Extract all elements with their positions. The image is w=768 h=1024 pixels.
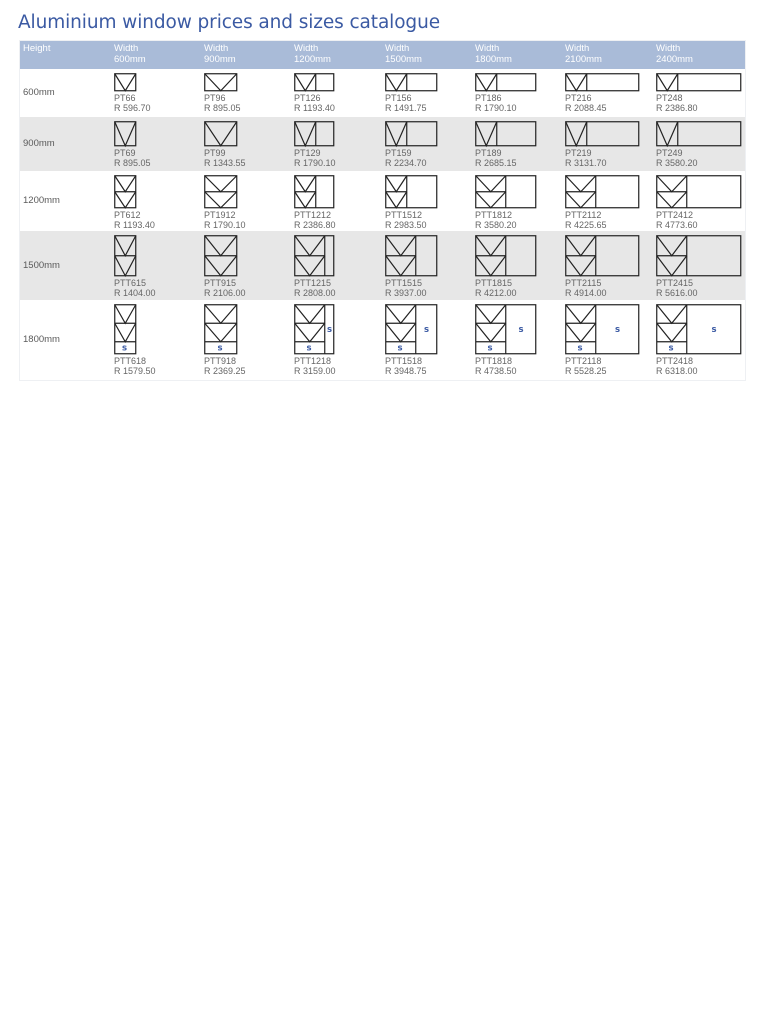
window-product[interactable] xyxy=(204,121,292,171)
header-width-3 xyxy=(385,43,422,65)
window-diagram xyxy=(114,121,137,147)
window-product[interactable] xyxy=(656,175,744,231)
header-width-value: 900mm xyxy=(204,54,236,65)
window-product[interactable] xyxy=(294,175,382,231)
product-code: PT249 xyxy=(656,148,683,158)
product-code: PTT1818 xyxy=(475,356,513,366)
header-width-1 xyxy=(204,43,236,65)
product-code: PT99 xyxy=(204,148,226,158)
product-code: PT156 xyxy=(385,93,412,103)
product-code: PT219 xyxy=(565,148,592,158)
window-product[interactable] xyxy=(385,235,473,300)
table-row xyxy=(20,171,745,231)
window-product[interactable] xyxy=(656,73,744,117)
product-price: R 895.05 xyxy=(204,103,241,113)
product-price: R 5616.00 xyxy=(656,288,698,298)
header-width-0 xyxy=(114,43,146,65)
product-price: R 2685.15 xyxy=(475,158,517,168)
window-diagram xyxy=(385,175,438,209)
window-diagram xyxy=(565,175,640,209)
product-code: PT126 xyxy=(294,93,321,103)
window-product[interactable] xyxy=(565,235,653,300)
product-price: R 2386.80 xyxy=(294,220,336,230)
table-row xyxy=(20,69,745,117)
sliding-sash-mark: s xyxy=(711,325,717,335)
window-product[interactable] xyxy=(294,121,382,171)
sliding-sash-mark: s xyxy=(306,343,312,354)
window-diagram xyxy=(294,304,335,355)
window-product[interactable] xyxy=(565,175,653,231)
product-price: R 1343.55 xyxy=(204,158,246,168)
window-diagram xyxy=(294,73,335,92)
product-code: PTT2412 xyxy=(656,210,694,220)
window-product[interactable] xyxy=(385,121,473,171)
product-code: PTT1512 xyxy=(385,210,423,220)
window-diagram xyxy=(294,235,335,277)
row-height-label: 1200mm xyxy=(23,195,60,206)
window-diagram xyxy=(385,73,438,92)
table-row xyxy=(20,300,745,380)
product-price: R 3159.00 xyxy=(294,366,336,376)
product-code: PT612 xyxy=(114,210,141,220)
window-product[interactable] xyxy=(114,73,202,117)
header-width-value: 1200mm xyxy=(294,54,331,65)
window-product[interactable] xyxy=(385,73,473,117)
window-diagram xyxy=(204,121,238,147)
window-diagram xyxy=(656,175,742,209)
header-width-label: Width xyxy=(385,43,410,54)
row-height-label: 900mm xyxy=(23,138,55,149)
product-price: R 1790.10 xyxy=(204,220,246,230)
product-price: R 3580.20 xyxy=(475,220,517,230)
product-code: PT189 xyxy=(475,148,502,158)
product-price: R 895.05 xyxy=(114,158,151,168)
window-diagram xyxy=(475,121,537,147)
header-width-5 xyxy=(565,43,602,65)
window-diagram xyxy=(385,121,438,147)
product-price: R 2106.00 xyxy=(204,288,246,298)
product-code: PTT1812 xyxy=(475,210,513,220)
window-diagram xyxy=(565,73,640,92)
header-height: Height xyxy=(23,43,51,54)
product-price: R 1579.50 xyxy=(114,366,156,376)
window-product[interactable] xyxy=(565,121,653,171)
window-diagram xyxy=(565,304,640,355)
table-row xyxy=(20,117,745,171)
product-price: R 3131.70 xyxy=(565,158,607,168)
product-code: PTT1515 xyxy=(385,278,423,288)
product-price: R 3948.75 xyxy=(385,366,427,376)
product-price: R 596.70 xyxy=(114,103,151,113)
window-diagram xyxy=(385,235,438,277)
header-width-value: 2400mm xyxy=(656,54,693,65)
window-product[interactable] xyxy=(114,235,202,300)
sliding-sash-mark: s xyxy=(577,343,583,354)
product-code: PT186 xyxy=(475,93,502,103)
product-code: PTT1815 xyxy=(475,278,513,288)
product-code: PTT1215 xyxy=(294,278,332,288)
product-code: PTT2112 xyxy=(565,210,602,220)
product-code: PT159 xyxy=(385,148,412,158)
window-diagram xyxy=(114,175,137,209)
price-table xyxy=(20,41,745,380)
product-price: R 6318.00 xyxy=(656,366,698,376)
window-diagram xyxy=(475,73,537,92)
window-diagram xyxy=(114,304,137,355)
header-width-label: Width xyxy=(475,43,500,54)
window-product[interactable] xyxy=(114,175,202,231)
sliding-sash-mark: s xyxy=(326,325,333,335)
header-width-label: Width xyxy=(114,43,139,54)
window-product[interactable] xyxy=(294,73,382,117)
window-product[interactable] xyxy=(294,235,382,300)
window-diagram xyxy=(204,175,238,209)
window-diagram xyxy=(475,175,537,209)
window-product[interactable] xyxy=(475,121,563,171)
row-height-label: 600mm xyxy=(23,87,55,98)
window-diagram xyxy=(204,235,238,277)
product-price: R 3937.00 xyxy=(385,288,427,298)
product-price: R 1790.10 xyxy=(294,158,336,168)
product-price: R 1193.40 xyxy=(294,103,335,113)
product-code: PTT918 xyxy=(204,356,237,366)
window-product[interactable] xyxy=(656,235,744,300)
window-diagram xyxy=(204,304,238,355)
product-price: R 4773.60 xyxy=(656,220,698,230)
window-product[interactable] xyxy=(204,175,292,231)
window-product[interactable] xyxy=(294,304,382,380)
sliding-sash-mark: s xyxy=(518,325,524,335)
product-code: PT1912 xyxy=(204,210,236,220)
window-product[interactable] xyxy=(385,304,473,380)
window-diagram xyxy=(114,73,137,92)
product-price: R 3580.20 xyxy=(656,158,698,168)
product-price: R 2808.00 xyxy=(294,288,336,298)
window-product[interactable] xyxy=(385,175,473,231)
window-diagram xyxy=(656,235,742,277)
window-diagram xyxy=(204,73,238,92)
product-code: PTT1212 xyxy=(294,210,332,220)
window-product[interactable] xyxy=(475,73,563,117)
product-price: R 4914.00 xyxy=(565,288,607,298)
window-product[interactable] xyxy=(204,304,292,380)
product-price: R 4738.50 xyxy=(475,366,517,376)
row-height-label: 1500mm xyxy=(23,259,60,271)
window-product[interactable] xyxy=(114,304,202,380)
sliding-sash-mark: s xyxy=(614,325,621,335)
header-width-label: Width xyxy=(565,43,590,54)
product-price: R 1491.75 xyxy=(385,103,427,113)
product-code: PTT2415 xyxy=(656,278,694,288)
sliding-sash-mark: s xyxy=(668,343,674,354)
window-product[interactable] xyxy=(656,304,744,380)
header-width-value: 1500mm xyxy=(385,54,422,65)
product-price: R 2983.50 xyxy=(385,220,427,230)
window-diagram xyxy=(565,235,640,277)
product-price: R 4225.65 xyxy=(565,220,607,230)
window-diagram xyxy=(656,121,742,147)
product-price: R 2088.45 xyxy=(565,103,607,113)
window-product[interactable] xyxy=(204,73,292,117)
product-price: R 4212.00 xyxy=(475,288,517,298)
window-diagram xyxy=(294,175,335,209)
sliding-sash-mark: s xyxy=(397,343,403,354)
product-price: R 1193.40 xyxy=(114,220,155,230)
window-diagram xyxy=(114,235,137,277)
window-diagram xyxy=(565,121,640,147)
product-code: PTT2115 xyxy=(565,278,602,288)
product-price: R 2369.25 xyxy=(204,366,246,376)
product-code: PTT1518 xyxy=(385,356,423,366)
table-row xyxy=(20,231,745,300)
product-price: R 2386.80 xyxy=(656,103,698,113)
header-width-label: Width xyxy=(294,43,319,54)
window-product[interactable] xyxy=(565,73,653,117)
sliding-sash-mark: s xyxy=(423,325,430,335)
product-code: PTT2118 xyxy=(565,356,602,366)
product-code: PTT915 xyxy=(204,278,237,288)
window-diagram xyxy=(475,235,537,277)
product-code: PT216 xyxy=(565,93,592,103)
sliding-sash-mark: s xyxy=(121,343,128,354)
window-diagram xyxy=(385,304,438,355)
header-width-label: Width xyxy=(204,43,229,54)
header-width-6 xyxy=(656,43,693,65)
window-product[interactable] xyxy=(475,304,563,380)
product-code: PTT1218 xyxy=(294,356,332,366)
window-diagram xyxy=(656,73,742,92)
table-header-row xyxy=(20,41,745,69)
product-code: PT66 xyxy=(114,93,136,103)
header-width-label: Width xyxy=(656,43,681,54)
product-code: PTT615 xyxy=(114,278,147,288)
page-title: Aluminium window prices and sizes catalogue xyxy=(18,12,440,33)
product-price: R 2234.70 xyxy=(385,158,427,168)
sliding-sash-mark: s xyxy=(217,343,223,354)
header-width-4 xyxy=(475,43,512,65)
product-code: PT96 xyxy=(204,93,226,103)
header-width-2 xyxy=(294,43,331,65)
row-height-label: 1800mm xyxy=(23,334,60,345)
header-width-value: 600mm xyxy=(114,54,146,65)
product-code: PT69 xyxy=(114,148,136,158)
product-price: R 1790.10 xyxy=(475,103,517,113)
product-price: R 1404.00 xyxy=(114,288,156,298)
product-code: PTT618 xyxy=(114,356,147,366)
window-product[interactable] xyxy=(656,121,744,171)
window-product[interactable] xyxy=(475,235,563,300)
header-width-value: 2100mm xyxy=(565,54,602,65)
product-code: PT248 xyxy=(656,93,683,103)
product-code: PTT2418 xyxy=(656,356,694,366)
window-product[interactable] xyxy=(114,121,202,171)
window-diagram xyxy=(656,304,742,355)
window-product[interactable] xyxy=(565,304,653,380)
window-product[interactable] xyxy=(204,235,292,300)
sliding-sash-mark: s xyxy=(487,343,493,354)
product-price: R 5528.25 xyxy=(565,366,607,376)
window-diagram xyxy=(294,121,335,147)
product-code: PT129 xyxy=(294,148,321,158)
header-width-value: 1800mm xyxy=(475,54,512,65)
window-product[interactable] xyxy=(475,175,563,231)
window-diagram xyxy=(475,304,537,355)
